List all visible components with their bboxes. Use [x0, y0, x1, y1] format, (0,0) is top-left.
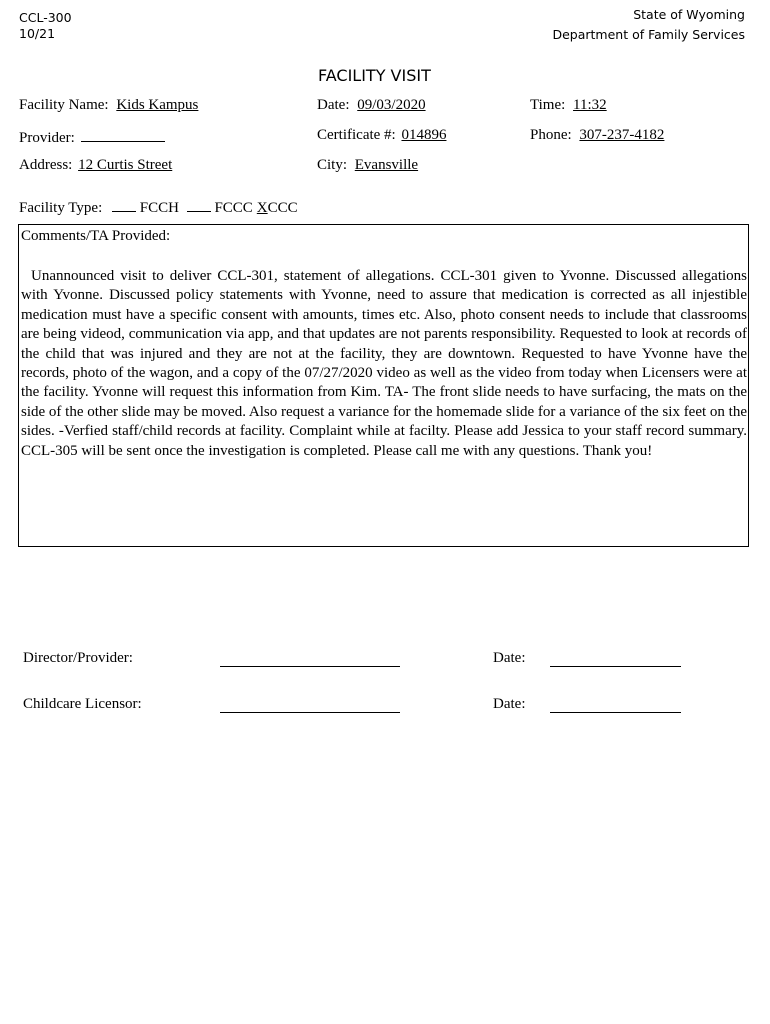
- city-label: City:: [317, 157, 348, 173]
- provider-field: [19, 127, 165, 147]
- address-label: Address:: [19, 157, 73, 173]
- phone-field: [530, 127, 664, 144]
- director-signature-label: Director/Provider:: [23, 650, 133, 666]
- fccc-checkbox-blank: [187, 197, 211, 212]
- ccc-option: CCC: [267, 200, 298, 216]
- provider-label: Provider:: [19, 130, 75, 146]
- page-title: FACILITY VISIT: [318, 66, 431, 85]
- comments-label: Comments/TA Provided:: [21, 228, 171, 244]
- ccc-checkbox-mark: X: [256, 200, 268, 216]
- fcch-option: FCCH: [139, 200, 179, 216]
- form-number: CCL-300: [19, 10, 72, 25]
- address-value: 12 Curtis Street: [78, 157, 173, 173]
- facility-type-field: [19, 197, 298, 217]
- date-field: [317, 97, 426, 114]
- facility-name-field: [19, 97, 198, 114]
- facility-name-value: Kids Kampus: [116, 97, 199, 113]
- date-label: Date:: [317, 97, 350, 113]
- certificate-value: 014896: [401, 127, 447, 143]
- city-value: Evansville: [354, 157, 419, 173]
- time-label: Time:: [530, 97, 566, 113]
- director-date-line: [550, 666, 681, 667]
- fcch-checkbox-blank: [112, 197, 136, 212]
- address-field: [19, 157, 172, 174]
- director-signature-line: [220, 666, 400, 667]
- comments-box: [18, 224, 749, 547]
- state-name: State of Wyoming: [633, 7, 745, 22]
- facility-name-label: Facility Name:: [19, 97, 109, 113]
- certificate-label: Certificate #:: [317, 127, 396, 143]
- form-code: [19, 10, 72, 42]
- phone-value: 307-237-4182: [579, 127, 665, 143]
- form-revision: 10/21: [19, 26, 56, 41]
- time-field: [530, 97, 607, 114]
- time-value: 11:32: [573, 97, 607, 113]
- licensor-signature-line: [220, 712, 400, 713]
- licensor-date-line: [550, 712, 681, 713]
- licensor-signature-label: Childcare Licensor:: [23, 696, 142, 712]
- certificate-field: [317, 127, 446, 144]
- licensor-date-label: Date:: [493, 696, 526, 712]
- agency-header: [552, 5, 745, 45]
- city-field: [317, 157, 418, 174]
- director-date-label: Date:: [493, 650, 526, 666]
- provider-blank: [81, 127, 165, 142]
- comments-text: Unannounced visit to deliver CCL-301, statement of allegations. CCL-301 given to Yvonne. Discussed allegations with Yvonne. Discussed policy statements with Yvonne, need to assure that medication is corrected as all injestible medication must have a specific consent with amounts, times etc. Also, photo consent needs to include that classrooms are being videod, communication via app, and that updates are not parents responsibility. Requested to look at records of the child that was injured and they are not at the facility, they are downtown. Requested to have Yvonne have the records, photo of the wagon, and a copy of the 07/27/2020 video as well as the video from today when Licensers were at the facility. Yvonne will request this information from Kim. TA- The front slide needs to have surfacing, the mats on the side of the other slide may be moved. Also request a variance for the homemade slide for a variance of the six feet on the sides. -Verfied staff/child records at facility. Complaint while at facilty. Please add Jessica to your staff record summary. CCL-305 will be sent once the investigation is completed. Please call me with any questions. Thank you!: [21, 268, 747, 459]
- date-value: 09/03/2020: [357, 97, 426, 113]
- department-name: Department of Family Services: [552, 27, 745, 42]
- fccc-option: FCCC: [214, 200, 253, 216]
- facility-type-label: Facility Type:: [19, 200, 103, 216]
- phone-label: Phone:: [530, 127, 572, 143]
